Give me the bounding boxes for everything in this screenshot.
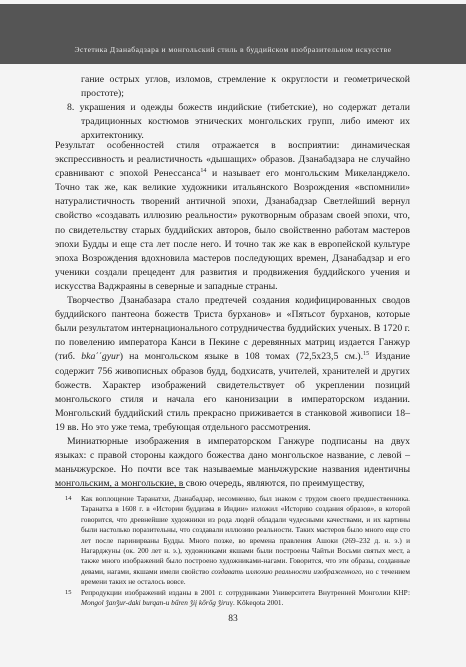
footnote-15 [55, 588, 410, 609]
footnote-ref-15: 15 [363, 351, 370, 358]
footnote-14-text-a: Как воплощение Таранатхи, Дзанабадзар, несомненно, был знаком с трудом своего предшественника. Таранатха в 1608 г. в «Истории буддизма в Индии» изложил «Историю создания образов», в которой говорится, что древнейшие художники из рода людей обладали чудесными качествами, и их картины были настолько поразительны, что создавали иллюзию реальности. Таких мастеров было много еще сто лет после паринирваны Будды. Много позже, во времена правления Ашоки (269–232 д. н. э.) и Нагарджуны (ок. 200 лет н. э.), художниками якшами были построены Чайтьи Восьми святых мест, а также много изображений было построено художниками-нагами. Говорится, что эти образы, созданные девами, нагами, якшами имели свойство [81, 494, 410, 576]
running-header: Эстетика Дзанабадзара и монгольский стиль в буддийском изобразительном искусстве [0, 4, 466, 64]
paragraph-3: Миниатюрные изображения в императорском Ганжуре подписаны на двух языках: с правой стороны каждого божества дано монгольское название, с левой – маньчжурское. Но почти все так называемые маньчжурские названия идентичны монгольским, а монгольские, в свою очередь, являются, по преимуществу, [55, 435, 410, 490]
tibetan-term: bka΄΄gyur [81, 351, 120, 363]
footnote-15-italic: Mongol ǯanǯur-daki burqan-u bűren ǯiį kőrőg ǯiruү. [81, 598, 235, 608]
footnote-14-number: 14 [65, 495, 72, 502]
footnote-15-text-b: Kőkeqota 2001. [234, 598, 284, 608]
list-item-8: 8. украшения и одежды божеств индийские (тибетские), но содержат детали традиционных костюмов этнических монгольских групп, либо имеют их архитектонику. [67, 102, 410, 142]
paragraph-2-text-a: Творчество Дзанабазара стало предтечей создания кодифицированных сводов буддийского пантеона божеств Триста бурханов» и «Пятьсот бурханов, которые были результатом интернационального сотрудничества буддийских ученых. В 1720 г. по повелению императора Канси в Пекине с деревянных матриц издается Ганжур (тиб. [55, 295, 410, 363]
paragraph-1 [55, 139, 410, 294]
main-text [55, 139, 410, 491]
paragraph-1-rest: и называет его монгольским Микеланджело. Точно так же, как великие художники итальянского Возрождения «вспомнили» натуралистичность творений античной эпохи, Дзанабадзар Светлейший вернул свойство «создавать иллюзию реальности» рукотворным образам своей эпохи, что, по свидетельству старых буддийских авторов, было свойственно работам мастеров эпохи Будды и еще ста лет после него. И точно так же как в европейской культуре эпоха Возрождения вдохновила мастеров последующих времен, Дзанабадзар и его ученики создали прецедент для развития и продвижения буддийского учения и искусства Ваджраяны в северные и западные страны. [55, 168, 410, 292]
footnote-15-text-a: Репродукции изображений изданы в 2001 г. сотрудниками Университета Внутренней Монголии КНР: [81, 587, 410, 597]
footnotes [55, 494, 410, 608]
paragraph-2-text-b: ) на монгольском языке в 108 томах (72,5х23,5 см.). [119, 351, 364, 363]
page-number: 83 [228, 614, 238, 624]
footnote-14-text-b: , но с течением времени таких не осталось вовсе. [81, 566, 410, 587]
list-item-continuation: гание острых углов, изломов, стремление к округлости и геометрической простоте); [81, 74, 410, 100]
footnote-ref-14: 14 [200, 167, 207, 174]
footnote-14-italic: создавать иллюзию реальности изображенного [211, 566, 362, 576]
footnote-14 [55, 494, 410, 588]
feature-list [55, 73, 410, 143]
footnote-15-number: 15 [65, 588, 72, 596]
paragraph-1-text: Результат особенностей стиля отражается в восприятии: динамическая экспрессивность и реалистичность «дышащих» образов. Дзанабадзара не случайно сравнивают с эпохой Ренессанса [55, 140, 410, 180]
footnote-divider [55, 487, 185, 488]
paragraph-2-text-c: Издание содержит 756 живописных образов будд, бодхисатв, учителей, хранителей и других божеств. Характер изображений свидетельствует об укреплении позиций монгольского стиля и начала его канонизации в императорском издании. Монгольский буддийский стиль прекрасно приживается в станковой живописи 18–19 вв. Но это уже тема, требующая отдельного рассмотрения. [55, 351, 410, 433]
paragraph-2 [55, 294, 410, 435]
